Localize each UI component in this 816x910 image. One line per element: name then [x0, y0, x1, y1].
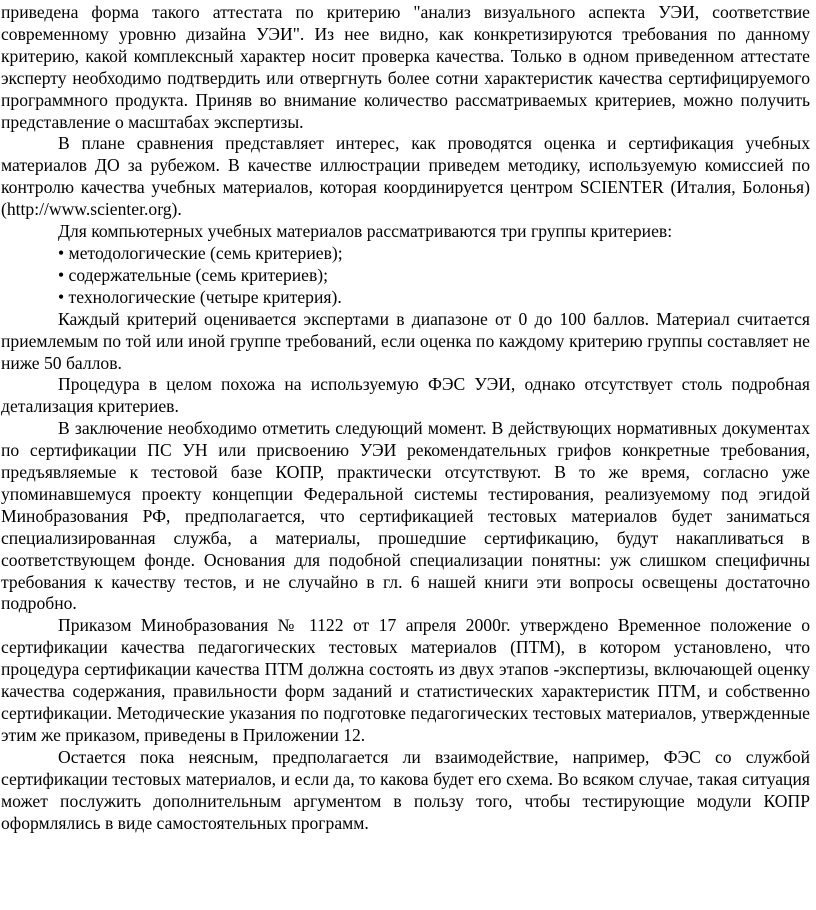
- bullet-content: • содержательные (семь критериев);: [58, 264, 329, 285]
- paragraph-procedure: Процедура в целом похожа на используемую ФЭС УЭИ, однако отсутствует столь подробная детализация критериев.: [1, 374, 810, 417]
- paragraph-order-1122: Приказом Минобразования № 1122 от 17 апреля 2000г. утверждено Временное положение о сертификации качества педагогических тестовых материалов (ПТМ), в котором установлено, что процедура сертификации качества ПТМ должна состоять из двух этапов -экспертизы, включающей оценку качества содержания, правильности форм заданий и статистических характеристик ПТМ, и собственно сертификации. Методические указания по подготовке педагогических тестовых материалов, утвержденные этим же приказом, приведены в Приложении 12.: [1, 615, 810, 745]
- paragraph-scienter: В плане сравнения представляет интерес, как проводятся оценка и сертификация учебных материалов ДО за рубежом. В качестве иллюстрации приведем методику, используемую комиссией по контролю качества учебных материалов, которая координируется центром SCIENTER (Италия, Болонья) (http://www.scienter.org).: [1, 133, 810, 220]
- bullet-methodological: • методологические (семь критериев);: [58, 242, 343, 263]
- bullet-technological: • технологические (четыре критерия).: [58, 286, 342, 307]
- paragraph-scoring: Каждый критерий оценивается экспертами в диапазоне от 0 до 100 баллов. Материал считается приемлемым по той или иной группе требований, если оценка по каждому критерию группы составляет не ниже 50 баллов.: [1, 308, 810, 373]
- paragraph-continuation: приведена форма такого аттестата по критерию "анализ визуального аспекта УЭИ, соответствие современному уровню дизайна УЭИ". Из нее видно, как конкретизируются требования по данному критерию, какой комплексный характер носит проверка качества. Только в одном приведенном аттестате эксперту необходимо подтвердить или отвергнуть более сотни характеристик качества сертифицируемого программного продукта. Приняв во внимание количество рассматриваемых критериев, можно получить представление о масштабах экспертизы.: [1, 2, 810, 132]
- paragraph-conclusion: В заключение необходимо отметить следующий момент. В действующих нормативных документах по сертификации ПС УН или присвоению УЭИ рекомендательных грифов конкретные требования, предъявляемые к тестовой базе КОПР, практически отсутствуют. В то же время, согласно уже упоминавшемуся проекту концепции Федеральной системы тестирования, реализуемому под эгидой Минобразования РФ, предполагается, что сертификацией тестовых материалов будет заниматься специализированная служба, а материалы, прошедшие сертификацию, будут накапливаться в соответствующем фонде. Основания для подобной специализации понятны: уж слишком специфичны требования к качеству тестов, и не случайно в гл. 6 нашей книги эти вопросы освещены достаточно подробно.: [1, 418, 810, 614]
- paragraph-unclear: Остается пока неясным, предполагается ли взаимодействие, например, ФЭС со службой сертификации тестовых материалов, и если да, то какова будет его схема. Во всяком случае, такая ситуация может послужить дополнительным аргументом в пользу того, чтобы тестирующие модули КОПР оформлялись в виде самостоятельных программ.: [1, 746, 810, 833]
- paragraph-criteria-groups: Для компьютерных учебных материалов рассматриваются три группы критериев:: [58, 221, 673, 242]
